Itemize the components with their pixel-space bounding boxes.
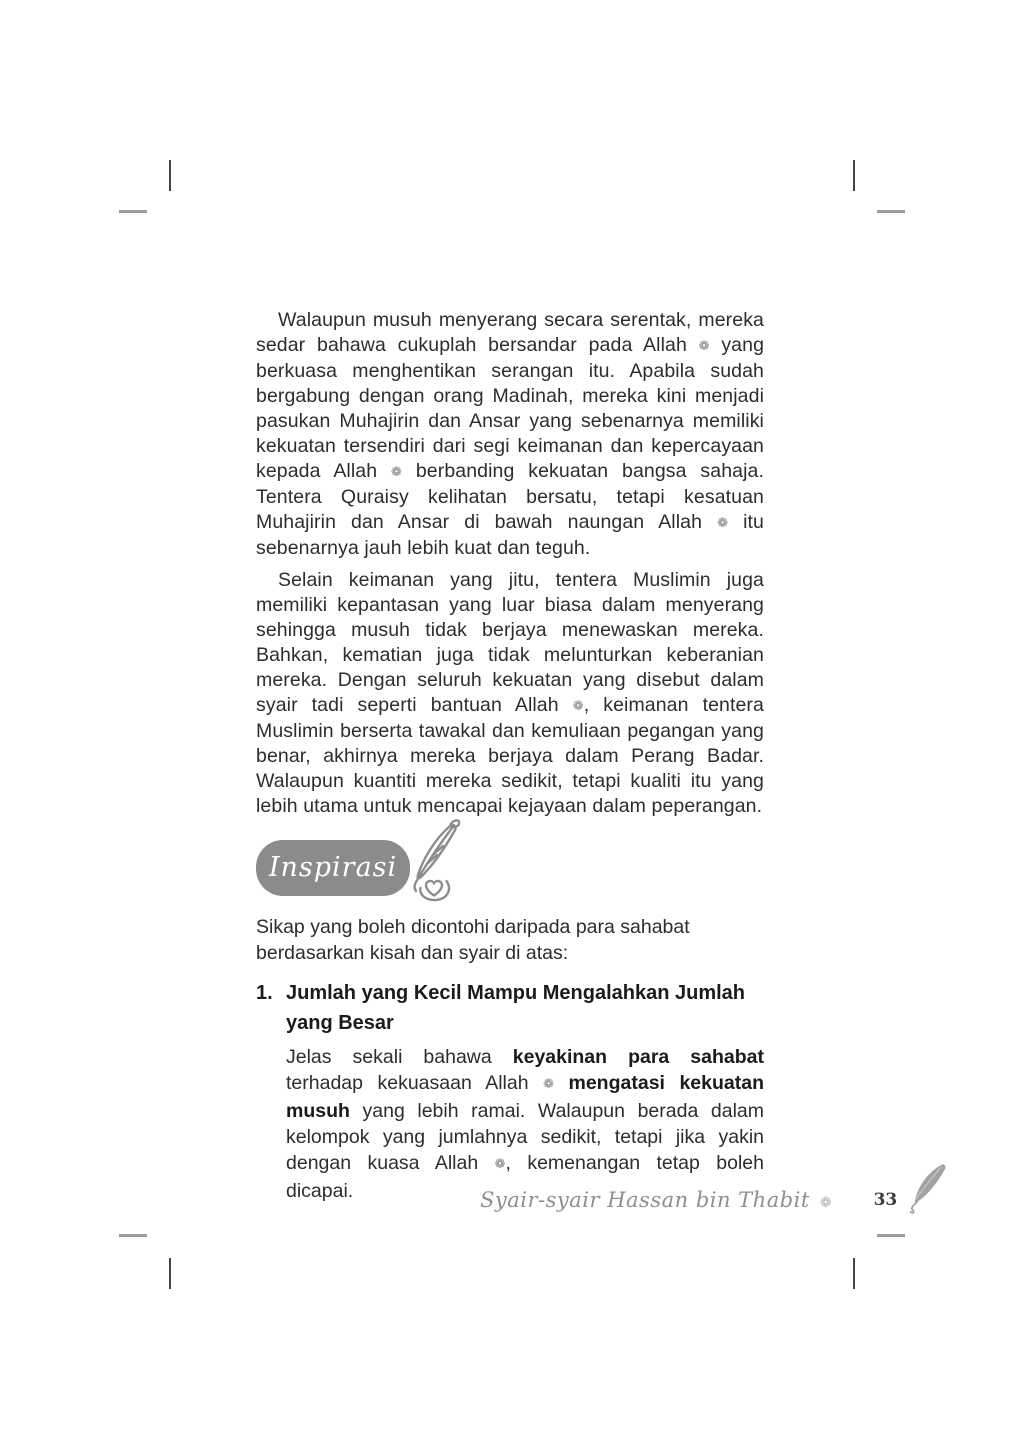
text-column (256, 308, 764, 1204)
allah-honorific-icon: ❁ (391, 464, 403, 479)
crop-mark-bottom-right-horizontal (877, 1234, 905, 1237)
quill-heart-icon (406, 817, 468, 905)
crop-mark-bottom-left-vertical (169, 1258, 171, 1289)
allah-honorific-icon: ❁ (543, 1076, 554, 1091)
crop-mark-bottom-right-vertical (853, 1258, 855, 1289)
text-run: yang lebih ramai. Walaupun berada dalam kelompok yang jumlahnya sedikit, tetapi jika yakin dengan kuasa Allah (286, 1100, 764, 1174)
ra-honorific-icon: ❁ (819, 1193, 832, 1210)
bold-text-run: keyakinan para sahabat (512, 1046, 764, 1068)
text-run: Jelas sekali bahawa (286, 1046, 513, 1068)
text-run: yang berkuasa menghentikan serangan itu. Apabila sudah bergabung dengan orang Madinah, mereka kini menjadi pasukan Muhajirin dan Ansar yang sebenarnya memiliki kekuatan tersendiri dari segi keimanan dan kepercayaan kepada Allah (256, 334, 765, 482)
list-item-number: 1. (256, 982, 273, 1004)
page-number: 33 (873, 1190, 898, 1210)
text-run (554, 1072, 569, 1094)
crop-mark-top-left-vertical (169, 160, 171, 191)
inspirasi-section-header (256, 840, 764, 896)
inspirasi-badge (256, 840, 410, 896)
allah-honorific-icon: ❁ (717, 515, 729, 530)
text-run: terhadap kekuasaan Allah (286, 1072, 544, 1094)
bold-text-run: mengatasi kekuatan musuh (286, 1072, 764, 1122)
crop-mark-top-right-vertical (853, 160, 855, 191)
crop-mark-bottom-left-horizontal (119, 1234, 147, 1237)
crop-mark-top-right-horizontal (877, 210, 905, 213)
page-footer (480, 1174, 947, 1226)
text-run: berbanding kekuatan bangsa sahaja. Tentera Quraisy kelihatan bersatu, tetapi kesatuan Muhajirin dan Ansar di bawah naungan Allah (256, 460, 764, 533)
list-item-title: Jumlah yang Kecil Mampu Mengalahkan Jumlah yang Besar (286, 982, 746, 1034)
text-run: itu sebenarnya jauh lebih kuat dan teguh. (256, 511, 764, 559)
running-footer-title: Syair-syair Hassan bin Thabit (480, 1188, 810, 1212)
inspirasi-badge-label: Inspirasi (268, 851, 398, 883)
text-run: Walaupun musuh menyerang secara serentak, mereka sedar bahawa cukuplah bersandar pada Allah (256, 309, 764, 356)
crop-mark-top-left-horizontal (119, 210, 147, 213)
text-run: , keimanan tentera Muslimin berserta tawakal dan kemuliaan pegangan yang benar, akhirnya mereka berjaya dalam Perang Badar. Walaupun kuantiti mereka sedikit, tetapi kualiti itu yang lebih utama untuk mencapai kejayaan dalam peperangan. (256, 694, 764, 817)
text-run: Selain keimanan yang jitu, tentera Muslimin juga memiliki kepantasan yang luar biasa dalam menyerang sehingga musuh tidak berjaya menewaskan mereka. Bahkan, kematian juga tidak melunturkan keberanian mereka. Dengan seluruh kekuatan yang disebut dalam syair tadi seperti bantuan Allah (256, 569, 764, 716)
intro-text: Sikap yang boleh dicontohi daripada para sahabat berdasarkan kisah dan syair di atas: (256, 916, 690, 964)
body-paragraph-2 (256, 568, 764, 819)
footer-quill-icon (905, 1162, 947, 1214)
text-run: , kemenangan tetap boleh dicapai. (286, 1152, 764, 1202)
body-paragraph-1 (256, 308, 764, 561)
list-item-1 (256, 978, 764, 1038)
allah-honorific-icon: ❁ (494, 1156, 506, 1171)
allah-honorific-icon: ❁ (572, 698, 584, 713)
allah-honorific-icon: ❁ (698, 338, 710, 353)
